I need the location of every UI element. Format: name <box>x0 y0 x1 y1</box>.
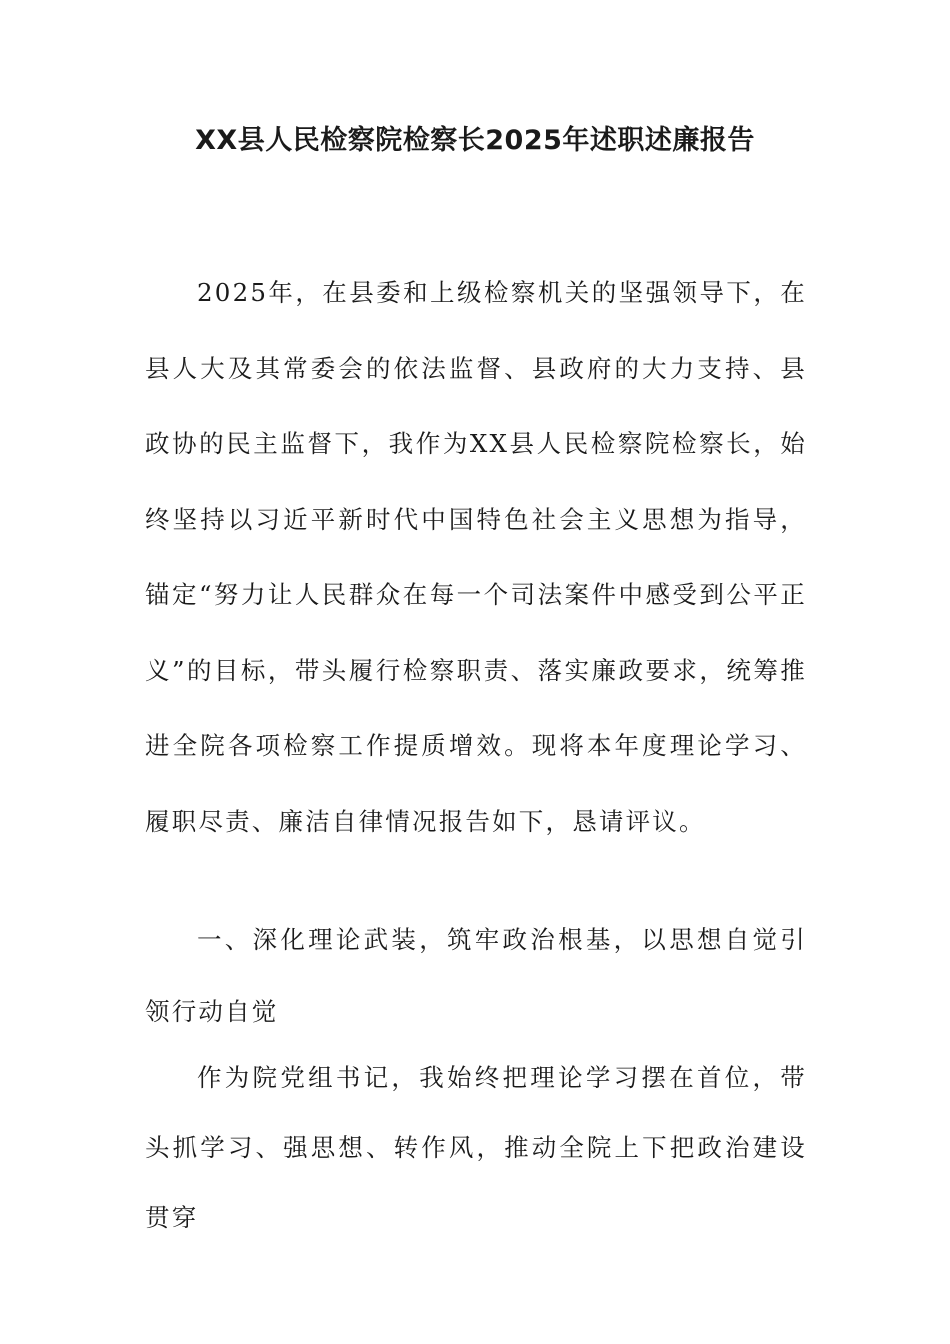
body-paragraph: 作为院党组书记，我始终把理论学习摆在首位，带头抓学习、强思想、转作风，推动全院上下把政治建设贯穿 <box>145 1063 807 1232</box>
document-title: XX县人民检察院检察长2025年述职述廉报告 <box>195 125 755 156</box>
section-heading-1: 一、深化理论武装，筑牢政治根基，以思想自觉引领行动自觉 <box>145 925 807 1026</box>
intro-paragraph: 2025年，在县委和上级检察机关的坚强领导下，在县人大及其常委会的依法监督、县政府的大力支持、县政协的民主监督下，我作为XX县人民检察院检察长，始终坚持以习近平新时代中国特色社会主义思想为指导，锚定“努力让人民群众在每一个司法案件中感受到公平正义”的目标，带头履行检察职责、落实廉政要求，统筹推进全院各项检察工作提质增效。现将本年度理论学习、履职尽责、廉洁自律情况报告如下，恳请评议。 <box>145 278 807 836</box>
